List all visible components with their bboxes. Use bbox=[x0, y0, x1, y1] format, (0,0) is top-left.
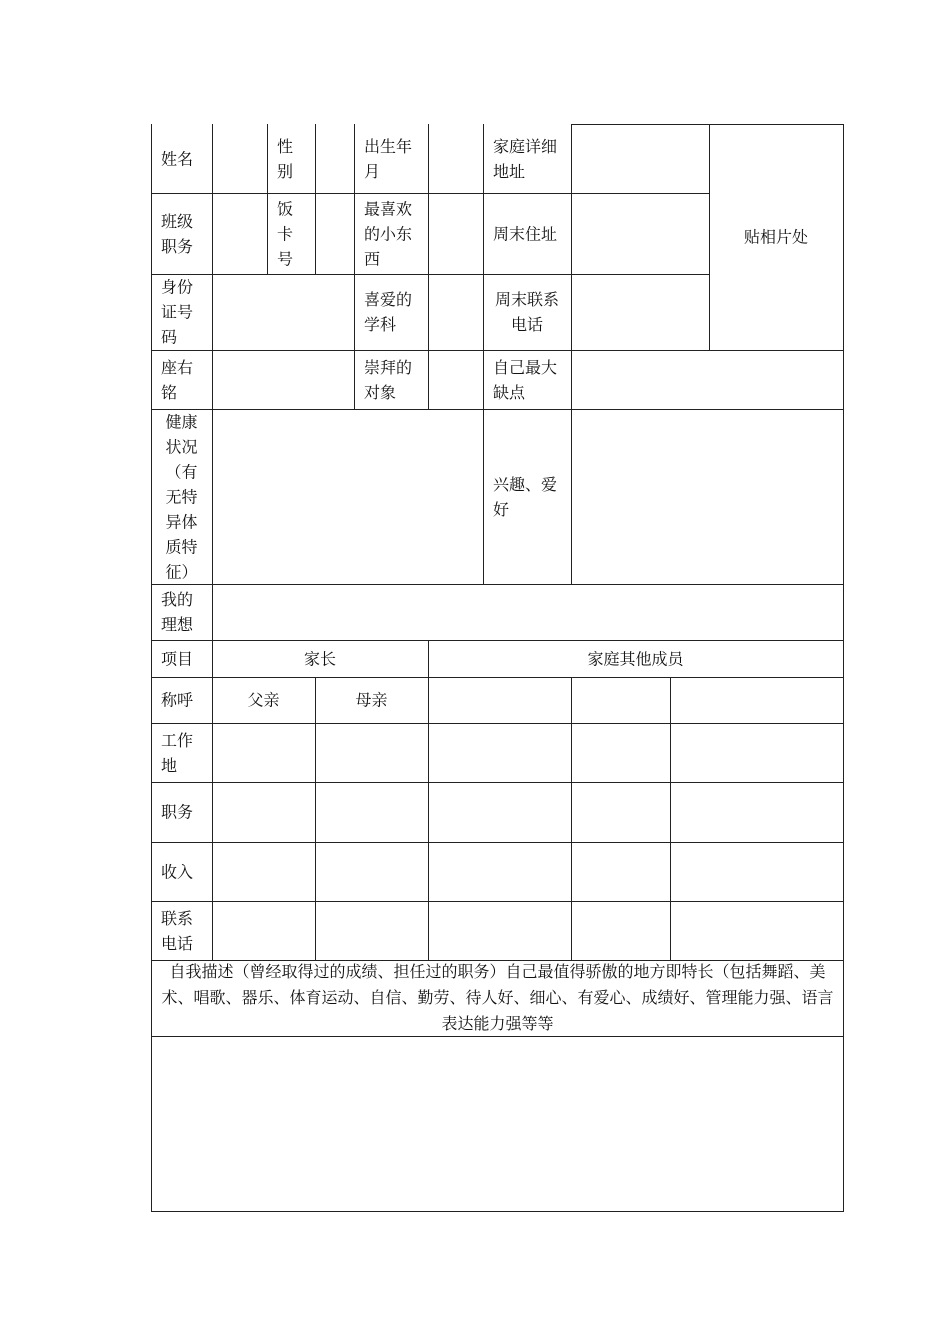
id-number-field[interactable] bbox=[212, 274, 354, 350]
meal-card-label: 饭 卡 号 bbox=[277, 199, 294, 268]
photo-area[interactable] bbox=[709, 124, 843, 350]
position-label-cell bbox=[151, 782, 212, 842]
weekend-address-label-cell bbox=[483, 193, 571, 274]
photo-label: 贴相片处 bbox=[743, 227, 808, 247]
health-field[interactable] bbox=[212, 409, 483, 584]
position-label: 职务 bbox=[161, 802, 194, 822]
hobbies-field[interactable] bbox=[571, 409, 843, 584]
weekend-phone-field[interactable] bbox=[571, 274, 709, 350]
motto-label-cell bbox=[151, 350, 212, 409]
member-relation-field-1[interactable] bbox=[428, 677, 571, 723]
ideal-label: 我的 理想 bbox=[161, 590, 194, 634]
birth-label-cell bbox=[354, 124, 428, 193]
parents-header: 家长 bbox=[303, 649, 336, 668]
position-fields[interactable] bbox=[212, 782, 843, 842]
health-label: 健康 状况 （有 无特 异体 质特 征） bbox=[165, 412, 198, 581]
member-relation-field-2[interactable] bbox=[571, 677, 670, 723]
hobbies-label: 兴趣、爱 好 bbox=[493, 474, 558, 519]
mother-header-cell bbox=[315, 677, 428, 723]
item-label: 项目 bbox=[161, 649, 194, 668]
phone-label-cell bbox=[151, 901, 212, 960]
class-role-field[interactable] bbox=[212, 193, 267, 274]
weekend-phone-label: 周末联系 电话 bbox=[494, 290, 559, 334]
workplace-label-cell bbox=[151, 723, 212, 782]
name-field[interactable] bbox=[212, 124, 267, 193]
workplace-label: 工作 地 bbox=[161, 730, 194, 775]
weekend-address-label: 周末住址 bbox=[493, 224, 558, 243]
health-label-cell bbox=[151, 409, 212, 584]
income-fields[interactable] bbox=[212, 842, 843, 901]
relation-label: 称呼 bbox=[161, 690, 194, 710]
motto-label: 座右 铭 bbox=[161, 357, 194, 402]
hobbies-label-cell bbox=[483, 409, 571, 584]
home-address-label: 家庭详细 地址 bbox=[493, 136, 558, 181]
border-line bbox=[151, 1211, 844, 1212]
workplace-fields[interactable] bbox=[212, 723, 843, 782]
motto-field[interactable] bbox=[212, 350, 354, 409]
father-header-cell bbox=[212, 677, 315, 723]
ideal-label-cell bbox=[151, 584, 212, 640]
gender-label: 性 别 bbox=[277, 136, 294, 181]
favorite-subject-field[interactable] bbox=[428, 274, 483, 350]
member-relation-field-3[interactable] bbox=[670, 677, 843, 723]
item-label-cell bbox=[151, 640, 212, 677]
class-role-label: 班级 职务 bbox=[161, 211, 194, 256]
self-description-cell bbox=[151, 960, 844, 1036]
mother-header: 母亲 bbox=[355, 690, 388, 710]
income-label-cell bbox=[151, 842, 212, 901]
self-description-prompt: 自我描述（曾经取得过的成绩、担任过的职务）自己最值得骄傲的地方即特长（包括舞蹈、美术、唱歌、器乐、体育运动、自信、勤劳、待人好、细心、有爱心、成绩好、管理能力强、语言表达能力强等等 bbox=[161, 962, 834, 1033]
name-label-cell bbox=[151, 124, 212, 193]
favorite-thing-label-cell bbox=[354, 193, 428, 274]
favorite-thing-label: 最喜欢 的小东 西 bbox=[364, 199, 413, 268]
father-header: 父亲 bbox=[247, 690, 280, 710]
idol-label: 崇拜的 对象 bbox=[364, 357, 413, 402]
student-info-form bbox=[151, 124, 844, 1212]
meal-card-label-cell bbox=[267, 193, 315, 274]
weekend-phone-label-cell bbox=[483, 274, 571, 350]
weakness-label: 自己最大 缺点 bbox=[493, 357, 558, 402]
favorite-subject-label: 喜爱的 学科 bbox=[364, 290, 413, 334]
weekend-address-field[interactable] bbox=[571, 193, 709, 274]
birth-label: 出生年 月 bbox=[364, 136, 413, 181]
relation-label-cell bbox=[151, 677, 212, 723]
favorite-thing-field[interactable] bbox=[428, 193, 483, 274]
other-members-header-cell bbox=[428, 640, 843, 677]
class-role-label-cell bbox=[151, 193, 212, 274]
ideal-field[interactable] bbox=[212, 584, 843, 640]
gender-label-cell bbox=[267, 124, 315, 193]
weakness-label-cell bbox=[483, 350, 571, 409]
id-number-label-cell bbox=[151, 274, 212, 350]
phone-label: 联系 电话 bbox=[161, 908, 194, 953]
idol-label-cell bbox=[354, 350, 428, 409]
id-number-label: 身份 证号 码 bbox=[161, 277, 194, 347]
home-address-field[interactable] bbox=[571, 124, 709, 193]
weakness-field[interactable] bbox=[571, 350, 843, 409]
self-description-field[interactable] bbox=[151, 1036, 844, 1211]
other-members-header: 家庭其他成员 bbox=[587, 649, 684, 668]
income-label: 收入 bbox=[161, 862, 194, 881]
meal-card-field[interactable] bbox=[315, 193, 354, 274]
birth-field[interactable] bbox=[428, 124, 483, 193]
phone-fields[interactable] bbox=[212, 901, 843, 960]
parents-header-cell bbox=[212, 640, 428, 677]
favorite-subject-label-cell bbox=[354, 274, 428, 350]
idol-field[interactable] bbox=[428, 350, 483, 409]
home-address-label-cell bbox=[483, 124, 571, 193]
name-label: 姓名 bbox=[161, 149, 194, 168]
gender-field[interactable] bbox=[315, 124, 354, 193]
